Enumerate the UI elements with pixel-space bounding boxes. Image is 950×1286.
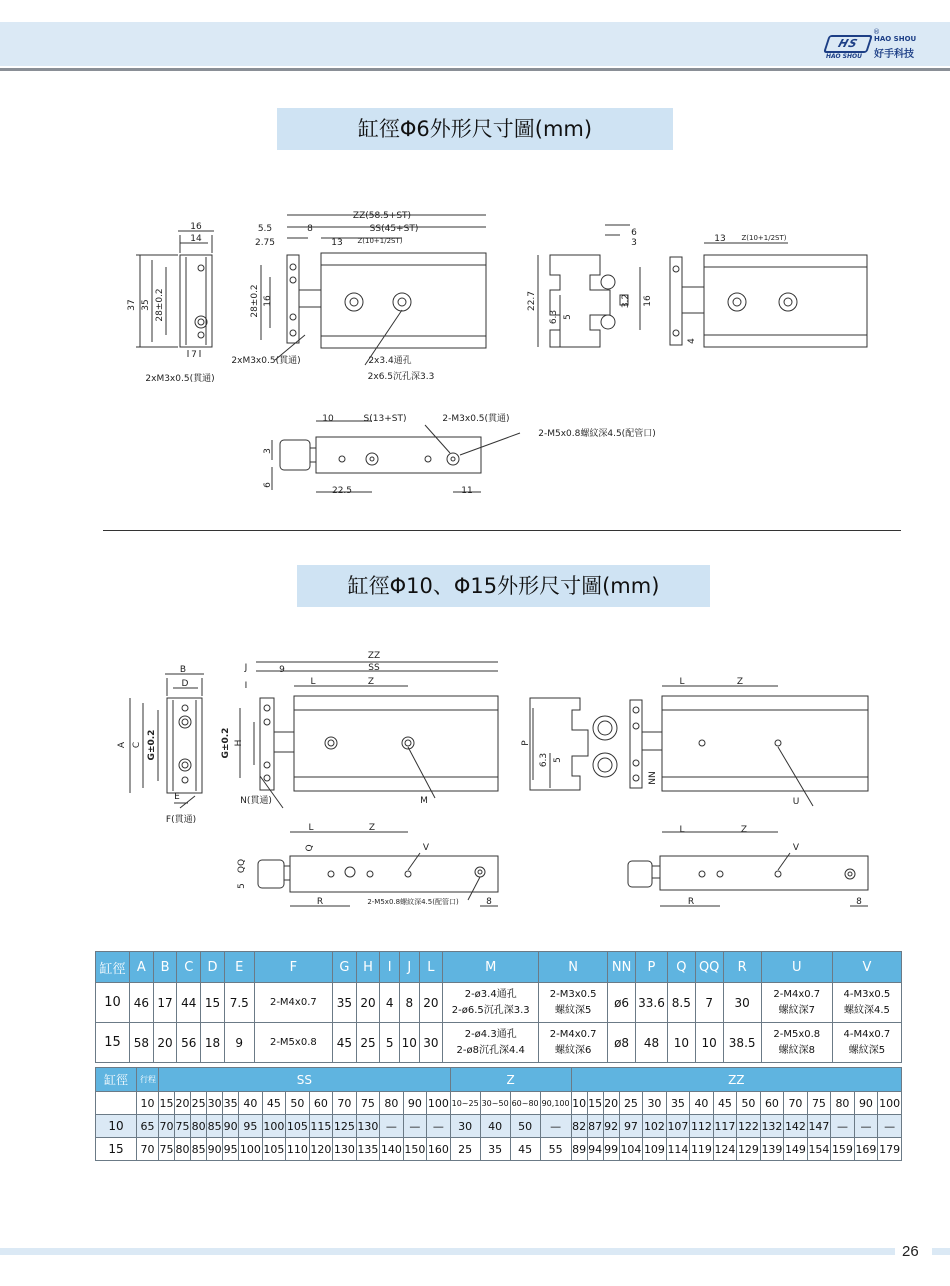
cell: 45 — [262, 1092, 286, 1115]
cell: 60~80 — [510, 1092, 540, 1115]
cell: 105 — [286, 1115, 310, 1138]
dim-2-75: 2.75 — [254, 238, 276, 248]
cell: 95 — [239, 1115, 263, 1138]
cell: 20 — [153, 1023, 177, 1063]
cell: 75 — [807, 1092, 831, 1115]
dim-5: 5 — [563, 314, 573, 320]
cell: 110 — [286, 1138, 310, 1161]
cell: 15 — [201, 983, 225, 1023]
cell: 35 — [480, 1138, 510, 1161]
stroke-table — [95, 1067, 902, 1161]
label-v2: V — [792, 843, 800, 853]
dim-8: 8 — [307, 224, 313, 234]
cell: 154 — [807, 1138, 831, 1161]
dim-s: S(13+ST) — [363, 414, 407, 424]
cell: 149 — [784, 1138, 808, 1161]
cell: 4-M4x0.7 螺紋深5 — [832, 1023, 901, 1063]
cell: 87 — [587, 1115, 603, 1138]
dim-14: 14 — [190, 234, 202, 244]
dim-zz: ZZ(58.5+ST) — [352, 211, 412, 221]
cell: 85 — [207, 1115, 223, 1138]
cell: 15 — [96, 1023, 130, 1063]
dim-r: R — [316, 897, 324, 907]
th-b: B — [153, 952, 177, 983]
cell: 124 — [713, 1138, 737, 1161]
cell — [96, 1092, 137, 1115]
table-row — [96, 1092, 902, 1115]
th-j: J — [400, 952, 420, 983]
cell: 9 — [224, 1023, 254, 1063]
cell: 80 — [175, 1138, 191, 1161]
logo-subtitle: HAO SHOU — [826, 53, 862, 60]
label-counterbore: 2x6.5沉孔深3.3 — [367, 372, 435, 382]
dim-5b: 5 — [553, 757, 563, 763]
cell: 82 — [571, 1115, 587, 1138]
cell: 17 — [153, 983, 177, 1023]
cell: 10 — [667, 1023, 695, 1063]
dim-b10: 10 — [322, 414, 334, 424]
cell: 122 — [737, 1115, 761, 1138]
cell: 159 — [831, 1138, 855, 1161]
cell: 2-M3x0.5 螺紋深5 — [539, 983, 608, 1023]
cell: 30 — [207, 1092, 223, 1115]
cell: 70 — [159, 1115, 175, 1138]
th-c: C — [177, 952, 201, 983]
dim-l3: L — [308, 823, 314, 833]
table-row — [96, 983, 902, 1023]
dimension-table — [95, 951, 902, 1063]
cell: 25 — [191, 1092, 207, 1115]
cell: 38.5 — [723, 1023, 761, 1063]
cell: 10 — [571, 1092, 587, 1115]
cell: 130 — [356, 1115, 380, 1138]
cell: 45 — [713, 1092, 737, 1115]
cell: 100 — [427, 1092, 451, 1115]
th-r: R — [723, 952, 761, 983]
cell: 30 — [419, 1023, 443, 1063]
dim-13: 13 — [331, 238, 343, 248]
dim-l2: L — [679, 677, 685, 687]
dim-r6: 6 — [631, 228, 637, 238]
cell: 90 — [854, 1092, 878, 1115]
dim-b3: 3 — [263, 448, 273, 454]
cell: 89 — [571, 1138, 587, 1161]
th-stroke: 行程 — [137, 1068, 159, 1092]
cell: 80 — [831, 1092, 855, 1115]
th-zz: ZZ — [571, 1068, 901, 1092]
cell: 10 — [96, 983, 130, 1023]
cell: 40 — [480, 1115, 510, 1138]
cell: 2-M4x0.7 — [254, 983, 332, 1023]
footer-band — [0, 1248, 895, 1255]
th-ss: SS — [159, 1068, 451, 1092]
cell: — — [540, 1115, 571, 1138]
cell: 97 — [619, 1115, 643, 1138]
cell: 30 — [450, 1115, 480, 1138]
cell: 90,100 — [540, 1092, 571, 1115]
cell: 160 — [427, 1138, 451, 1161]
dim-22-7: 22.7 — [527, 290, 537, 312]
dim-r16: 16 — [643, 295, 653, 307]
label-m5: 2-M5x0.8螺紋深4.5(配管口) — [538, 429, 656, 439]
cell: 90 — [223, 1115, 239, 1138]
cell: 100 — [262, 1115, 286, 1138]
dim-zz2: ZZ — [367, 651, 381, 661]
th-p: P — [636, 952, 668, 983]
stroke-table-body — [96, 1092, 902, 1161]
dim-i: I — [244, 681, 248, 691]
cell: 7.5 — [224, 983, 254, 1023]
cell: 2-M4x0.7 螺紋深7 — [761, 983, 832, 1023]
cell: 33.6 — [636, 983, 668, 1023]
dim-11: 11 — [461, 486, 473, 496]
cell: 100 — [239, 1138, 263, 1161]
th-g: G — [333, 952, 357, 983]
cell: 10 — [96, 1115, 137, 1138]
cell: 10 — [137, 1092, 159, 1115]
cell: 80 — [191, 1115, 207, 1138]
dim-z2: Z(10+1/2ST) — [741, 234, 787, 242]
cell: 115 — [309, 1115, 333, 1138]
label-thread-side: 2xM3x0.5(貫通) — [145, 374, 215, 384]
cell: 35 — [333, 983, 357, 1023]
cell: 60 — [760, 1092, 784, 1115]
cell: 117 — [713, 1115, 737, 1138]
cell: 169 — [854, 1138, 878, 1161]
cell: 119 — [690, 1138, 714, 1161]
cell: 2-M5x0.8 — [254, 1023, 332, 1063]
cell: 70 — [784, 1092, 808, 1115]
cell: 99 — [603, 1138, 619, 1161]
cell: 2-ø3.4通孔 2-ø6.5沉孔深3.3 — [443, 983, 539, 1023]
cell: 8.5 — [667, 983, 695, 1023]
cell: 105 — [262, 1138, 286, 1161]
logo-badge: HS — [823, 35, 873, 53]
drawing-phi6 — [120, 205, 900, 505]
cell: 18 — [201, 1023, 225, 1063]
cell: 50 — [737, 1092, 761, 1115]
brand-logo — [826, 28, 944, 60]
dim-h: H — [234, 739, 244, 747]
cell: 7 — [695, 983, 723, 1023]
table-row — [96, 1138, 902, 1161]
cell: 75 — [356, 1092, 380, 1115]
dim-6-3b: 6.3 — [539, 752, 549, 768]
dim-8b: 8 — [486, 897, 492, 907]
cell: 104 — [619, 1138, 643, 1161]
dim-28b: 28±0.2 — [250, 284, 260, 318]
cell: 90 — [403, 1092, 427, 1115]
th-v: V — [832, 952, 901, 983]
dim-3-2: 3.2 — [621, 293, 631, 309]
label-m3: 2-M3x0.5(貫通) — [442, 414, 510, 424]
cell: 25 — [450, 1138, 480, 1161]
cell: 129 — [737, 1138, 761, 1161]
cell: 142 — [784, 1115, 808, 1138]
header-band — [0, 22, 950, 66]
cell: 10~25 — [450, 1092, 480, 1115]
cell: 130 — [333, 1138, 357, 1161]
cell: 2-M5x0.8 螺紋深8 — [761, 1023, 832, 1063]
cell: 75 — [159, 1138, 175, 1161]
section-divider — [103, 530, 901, 531]
cell: 20 — [175, 1092, 191, 1115]
cell: 112 — [690, 1115, 714, 1138]
cell: 10 — [400, 1023, 420, 1063]
cell: 70 — [333, 1092, 357, 1115]
dim-j: J — [244, 663, 248, 673]
th-qq: QQ — [695, 952, 723, 983]
dim-z: Z(10+1/2ST) — [357, 237, 403, 245]
cell: 125 — [333, 1115, 357, 1138]
th-e: E — [224, 952, 254, 983]
cell: 40 — [690, 1092, 714, 1115]
stroke-table-header — [96, 1068, 902, 1092]
cell: 20 — [356, 983, 380, 1023]
dim-p: P — [521, 740, 531, 746]
cell: 10 — [695, 1023, 723, 1063]
cell: 92 — [603, 1115, 619, 1138]
th-d: D — [201, 952, 225, 983]
cell: 25 — [619, 1092, 643, 1115]
label-m: M — [420, 796, 428, 806]
dim-qq: QQ — [237, 858, 247, 874]
cell: — — [403, 1115, 427, 1138]
section-title-phi6: 缸徑Φ6外形尺寸圖(mm) — [277, 108, 673, 150]
label-u: U — [792, 797, 800, 807]
dim-q: Q — [305, 844, 315, 852]
cell: 94 — [587, 1138, 603, 1161]
cell: 45 — [510, 1138, 540, 1161]
cell: 20 — [603, 1092, 619, 1115]
cell: 46 — [130, 983, 154, 1023]
cell: 15 — [587, 1092, 603, 1115]
th-nn: NN — [608, 952, 636, 983]
cell: 140 — [380, 1138, 404, 1161]
cell: 4 — [380, 983, 400, 1023]
table-row — [96, 1023, 902, 1063]
cell: 30 — [723, 983, 761, 1023]
cell: 60 — [309, 1092, 333, 1115]
cell: 44 — [177, 983, 201, 1023]
cell: 55 — [540, 1138, 571, 1161]
logo-chinese-name: 好手科技 — [874, 49, 914, 60]
dim-16b: 16 — [263, 295, 273, 307]
logo-registered-mark: ® — [873, 28, 880, 36]
dim-z6: Z — [740, 825, 748, 835]
dim-c: C — [132, 741, 142, 749]
footer-band-end — [932, 1248, 950, 1255]
dim-6-3: 6.3 — [549, 309, 559, 325]
dim-z3: Z — [367, 677, 375, 687]
cell: — — [878, 1115, 902, 1138]
cell: 95 — [223, 1138, 239, 1161]
dim-z4: Z — [736, 677, 744, 687]
th-cyl: 缸徑 — [96, 952, 130, 983]
cell: 70 — [137, 1138, 159, 1161]
cell: 75 — [175, 1115, 191, 1138]
cell: 50 — [286, 1092, 310, 1115]
th-l: L — [419, 952, 443, 983]
header-rule — [0, 68, 950, 71]
label-thread-thru: 2xM3x0.5(貫通) — [231, 356, 301, 366]
dim-r3: 3 — [631, 238, 637, 248]
page-number: 26 — [902, 1243, 919, 1260]
cell: 48 — [636, 1023, 668, 1063]
cell: 114 — [666, 1138, 690, 1161]
th-z: Z — [450, 1068, 571, 1092]
dim-e: E — [174, 792, 180, 802]
cell: 45 — [333, 1023, 357, 1063]
cell: 102 — [643, 1115, 667, 1138]
cell: — — [854, 1115, 878, 1138]
dim-35: 35 — [141, 299, 151, 311]
cell: 107 — [666, 1115, 690, 1138]
dim-8c: 8 — [856, 897, 862, 907]
dim-28: 28±0.2 — [155, 288, 165, 322]
dim-l: L — [310, 677, 316, 687]
cell: 80 — [380, 1092, 404, 1115]
cell: 90 — [207, 1138, 223, 1161]
dim-z5: Z — [368, 823, 376, 833]
cell: ø6 — [608, 983, 636, 1023]
dim-b: B — [179, 665, 187, 675]
dim-nn: NN — [648, 771, 658, 785]
dim-g2: G±0.2 — [221, 727, 231, 759]
th-cyl2: 缸徑 — [96, 1068, 137, 1092]
label-v: V — [422, 843, 430, 853]
dimension-table-header — [96, 952, 902, 983]
cell: 2-M4x0.7 螺紋深6 — [539, 1023, 608, 1063]
cell: 109 — [643, 1138, 667, 1161]
th-h: H — [356, 952, 380, 983]
dim-r2: R — [687, 897, 695, 907]
dim-22-5: 22.5 — [331, 486, 353, 496]
cell: 8 — [400, 983, 420, 1023]
th-n: N — [539, 952, 608, 983]
dim-5-5: 5.5 — [257, 224, 273, 234]
cell: 5 — [380, 1023, 400, 1063]
cell: 30 — [643, 1092, 667, 1115]
cell: 150 — [403, 1138, 427, 1161]
cell: 2-ø4.3通孔 2-ø8沉孔深4.4 — [443, 1023, 539, 1063]
dim-ss: SS(45+ST) — [369, 224, 419, 234]
label-m5b: 2-M5x0.8螺紋深4.5(配管口) — [367, 898, 459, 906]
cell: 35 — [223, 1092, 239, 1115]
label-n: N(貫通) — [240, 796, 272, 806]
cell: 132 — [760, 1115, 784, 1138]
dim-16: 16 — [190, 222, 202, 232]
th-i: I — [380, 952, 400, 983]
section-title-phi10-15: 缸徑Φ10、Φ15外形尺寸圖(mm) — [297, 565, 710, 607]
cell: 100 — [878, 1092, 902, 1115]
cell: 58 — [130, 1023, 154, 1063]
cell: 35 — [666, 1092, 690, 1115]
cell: 20 — [419, 983, 443, 1023]
table-row — [96, 1115, 902, 1138]
dim-37: 37 — [127, 299, 137, 311]
dim-a: A — [117, 741, 127, 749]
dim-g: G±0.2 — [147, 729, 157, 761]
th-m: M — [443, 952, 539, 983]
cell: 65 — [137, 1115, 159, 1138]
th-a: A — [130, 952, 154, 983]
label-f: F(貫通) — [165, 815, 197, 825]
cell: — — [380, 1115, 404, 1138]
dim-l4: L — [679, 825, 685, 835]
cell: 85 — [191, 1138, 207, 1161]
dim-b6: 6 — [263, 482, 273, 488]
cell: 135 — [356, 1138, 380, 1161]
dim-d: D — [181, 679, 189, 689]
cell: — — [427, 1115, 451, 1138]
cell: — — [831, 1115, 855, 1138]
cell: 56 — [177, 1023, 201, 1063]
th-f: F — [254, 952, 332, 983]
cell: 15 — [96, 1138, 137, 1161]
th-u: U — [761, 952, 832, 983]
th-q: Q — [667, 952, 695, 983]
cell: 147 — [807, 1115, 831, 1138]
cell: 25 — [356, 1023, 380, 1063]
dim-7: 7 — [191, 350, 197, 360]
cell: 40 — [239, 1092, 263, 1115]
cell: ø8 — [608, 1023, 636, 1063]
cell: 120 — [309, 1138, 333, 1161]
drawing-phi10-15 — [110, 648, 890, 918]
label-thru-hole: 2x3.4通孔 — [368, 356, 412, 366]
dim-r4: 4 — [687, 338, 697, 344]
cell: 179 — [878, 1138, 902, 1161]
dim-9: 9 — [279, 665, 285, 675]
dim-ss2: SS — [368, 663, 380, 673]
logo-english-name: HAO SHOU — [874, 35, 917, 43]
cell: 4-M3x0.5 螺紋深4.5 — [832, 983, 901, 1023]
dim-5c: 5 — [237, 883, 247, 889]
cell: 139 — [760, 1138, 784, 1161]
dim-r13: 13 — [714, 234, 726, 244]
cell: 15 — [159, 1092, 175, 1115]
cell: 50 — [510, 1115, 540, 1138]
cell: 30~50 — [480, 1092, 510, 1115]
